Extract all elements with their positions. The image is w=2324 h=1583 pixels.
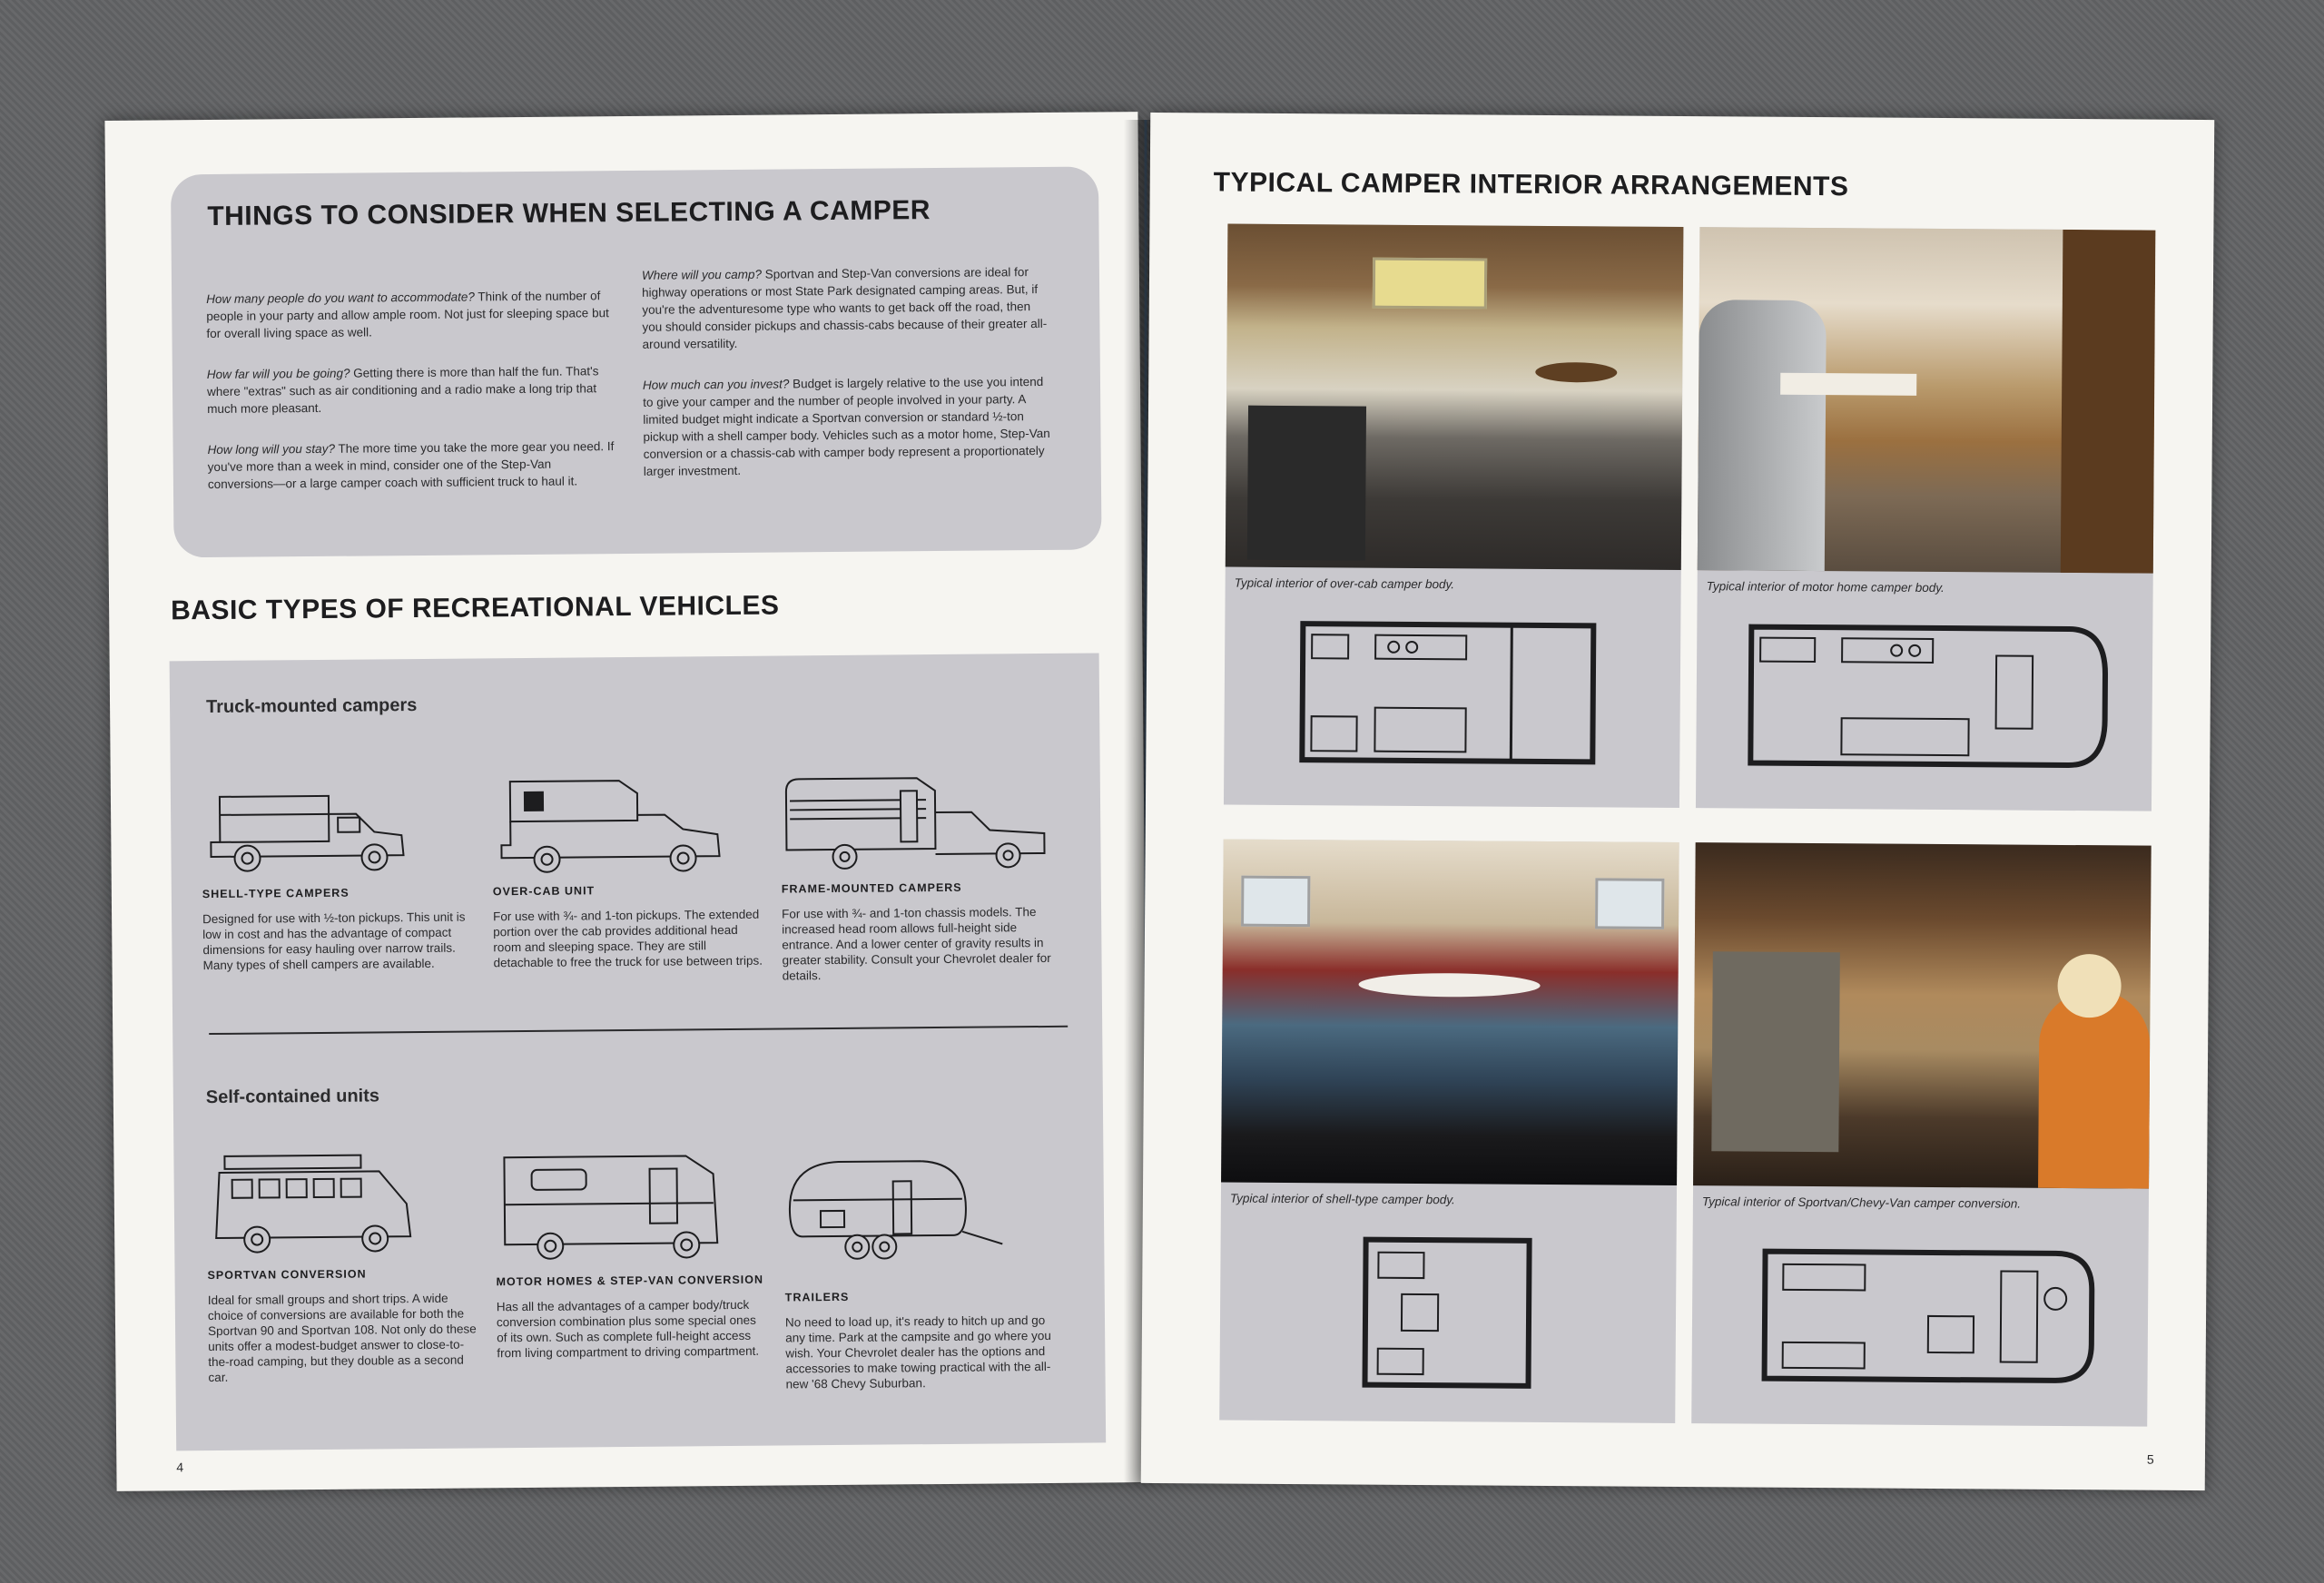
rv-item-sportvan	[206, 1148, 480, 1385]
table	[1535, 362, 1617, 383]
consider-column-left	[206, 287, 616, 516]
consider-column-right	[642, 263, 1052, 504]
overcab-interior-photo	[1226, 224, 1684, 570]
rv-description: For use with ¾- and 1-ton chassis models. The increased head room allows full-height side entrance. And a lower center of gravity results in greater stability. Consult your Chevrolet dealer for details.	[782, 905, 1051, 983]
rv-item-motorhome	[495, 1146, 769, 1362]
consider-paragraph	[207, 362, 615, 418]
window-right	[1595, 878, 1664, 929]
rv-name: SPORTVAN CONVERSION	[207, 1267, 367, 1283]
panel-caption: Typical interior of Sportvan/Chevy-Van camper conversion.	[1701, 1195, 2022, 1211]
rv-item-overcab	[492, 774, 766, 971]
sportvan-floor-plan	[1746, 1234, 2110, 1400]
panel-motorhome	[1696, 227, 2155, 811]
panel-sportvan	[1691, 842, 2151, 1426]
consider-title: THINGS TO CONSIDER WHEN SELECTING A CAMPER	[207, 195, 931, 232]
window-left	[1241, 876, 1310, 928]
consider-paragraph	[643, 373, 1052, 480]
table	[1780, 373, 1916, 396]
paragraph-text: The more time you take the more gear you need. If you've more than a week in mind, consider one of the Step-Van conversions—or a large camper coach with sufficient truck to haul it.	[207, 439, 615, 492]
rv-description: Designed for use with ½-ton pickups. This unit is low in cost and has the advantage of compact dimensions for easy hauling over narrow trails. Many types of shell campers are available.	[202, 909, 466, 973]
rv-description: For use with ¾- and 1-ton pickups. The extended portion over the cab provides additional head room and sleeping space. They are still detachable to free the truck for use between trips.	[493, 907, 763, 970]
shell-camper-illustration	[202, 777, 420, 879]
rv-name: OVER-CAB UNIT	[492, 884, 596, 899]
panel-overcab	[1224, 224, 1683, 808]
paragraph-text: Think of the number of people in your party and allow ample room. Not just for sleeping space but for overall living space as well.	[206, 289, 609, 341]
motorhome-illustration	[495, 1146, 741, 1266]
stove	[1247, 406, 1366, 561]
kitchen-unit	[1711, 951, 1840, 1152]
paragraph-lead: How much can you invest?	[642, 377, 790, 392]
paragraph-lead: Where will you camp?	[641, 267, 763, 282]
overcab-floor-plan	[1284, 615, 1611, 773]
window-curtain	[1373, 258, 1487, 310]
paragraph-text: Budget is largely relative to the use you intend to give your camper and the number of people involved in your party. A limited budget might indicate a Sportvan conversion or standard ½-ton pickup with a shell camper body. Vehicles such as a motor home, Step-Van conversion or a chassis-cab with camper body represent a proportionately larger investment.	[643, 374, 1050, 478]
consider-paragraph	[208, 438, 616, 493]
trailer-illustration	[783, 1144, 1020, 1282]
rv-name: FRAME-MOUNTED CAMPERS	[781, 880, 962, 896]
section-divider	[209, 1026, 1068, 1035]
rv-item-trailer	[783, 1144, 1058, 1392]
cabinet-door	[2061, 230, 2156, 574]
left-page	[104, 112, 1149, 1491]
rv-description: No need to load up, it's ready to hitch up and go any time. Park at the campsite and go where you wish. Your Chevrolet dealer has the options and accessories to make towing practical with the all-new '68 Chevy Suburban.	[784, 1313, 1051, 1391]
paragraph-text: Sportvan and Step-Van conversions are ideal for highway operations or most State Park designated camping areas. But, if you're the adventuresome type who wants to get back off the road, then you should consider pickups and chassis-cabs because of their greater all-around versatility.	[642, 265, 1048, 351]
paragraph-lead: How many people do you want to accommodate?	[206, 290, 475, 307]
paragraph-lead: How long will you stay?	[207, 441, 335, 457]
person	[2038, 990, 2151, 1189]
consider-paragraph	[206, 287, 615, 342]
rv-item-frame	[781, 772, 1055, 984]
panel-shell	[1219, 840, 1679, 1423]
consider-box	[171, 166, 1102, 557]
paragraph-text: Getting there is more than half the fun. That's where "extras" such as air conditioning and a radio make a long trip that much more pleasant.	[206, 364, 599, 417]
basic-types-title: BASIC TYPES OF RECREATIONAL VEHICLES	[171, 590, 780, 626]
sportvan-illustration	[206, 1149, 425, 1260]
person-head	[2057, 954, 2121, 1018]
right-page	[1141, 113, 2215, 1490]
rv-description: Ideal for small groups and short trips. A wide choice of conversions are available for both the Sportvan 90 and Sportvan 108. Not only do these units offer a modest-budget answer to close-to-the-road camping, but they double as a second car.	[207, 1291, 477, 1385]
sportvan-interior-photo	[1693, 842, 2152, 1188]
panel-caption: Typical interior of motor home camper body.	[1706, 579, 1945, 595]
seat	[1698, 300, 1827, 571]
motorhome-floor-plan	[1732, 617, 2123, 776]
rv-name: MOTOR HOMES & STEP-VAN CONVERSION	[496, 1273, 764, 1289]
panel-caption: Typical interior of over-cab camper body.	[1234, 575, 1455, 592]
overcab-camper-illustration	[492, 774, 729, 876]
rv-name: SHELL-TYPE CAMPERS	[202, 886, 350, 901]
page-number-left: 4	[176, 1460, 184, 1475]
paragraph-lead: How far will you be going?	[206, 366, 350, 382]
shell-floor-plan	[1355, 1231, 1538, 1395]
panel-caption: Typical interior of shell-type camper body.	[1229, 1191, 1455, 1207]
rv-types-box	[170, 653, 1107, 1450]
rv-description: Has all the advantages of a camper body/truck conversion combination plus some special ones of its own. Such as complete full-height access from living compartment to driving compartment.	[496, 1297, 760, 1361]
frame-camper-illustration	[781, 772, 1054, 874]
self-section-title: Self-contained units	[205, 1086, 380, 1108]
table	[1358, 973, 1540, 998]
page-number-right: 5	[2146, 1451, 2154, 1467]
rv-name: TRAILERS	[784, 1290, 850, 1304]
motorhome-interior-photo	[1698, 227, 2156, 573]
typical-interiors-title: TYPICAL CAMPER INTERIOR ARRANGEMENTS	[1213, 167, 1849, 202]
shell-interior-photo	[1221, 840, 1679, 1185]
rv-item-shell	[202, 776, 476, 973]
consider-paragraph	[642, 263, 1051, 353]
truck-section-title: Truck-mounted campers	[205, 695, 418, 718]
